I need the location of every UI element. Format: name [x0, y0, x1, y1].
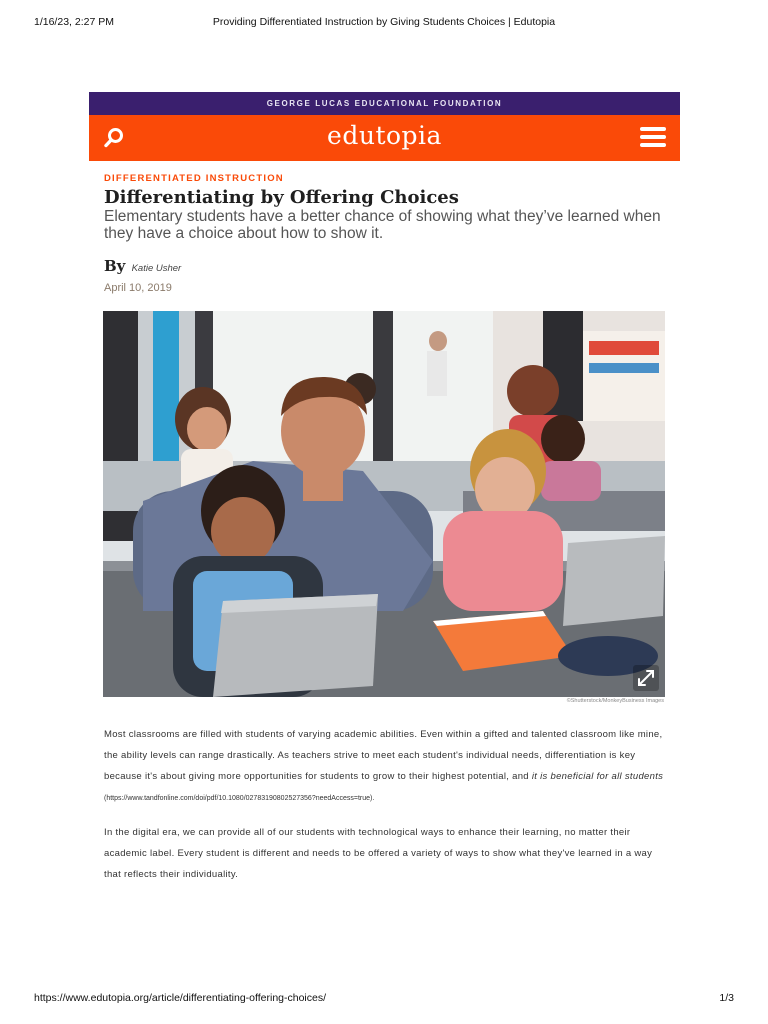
publish-date: April 10, 2019 [104, 282, 172, 294]
research-link[interactable]: it is beneficial for all students [531, 771, 664, 782]
edutopia-logo[interactable]: edutopia [327, 121, 442, 150]
print-url: https://www.edutopia.org/article/differentiating-offering-choices/ [34, 992, 327, 1004]
hero-image [103, 311, 665, 697]
hamburger-menu-icon[interactable] [640, 127, 666, 149]
paragraph-text: Most classrooms are filled with students of varying academic abilities. Even within a gifted and talented classroom like mine, the ability levels can range drastically. As teachers strive to meet each student's individual needs, differentiation is key because it's about giving more opportunities for students to grow to their highest potential, and [104, 729, 663, 782]
author-name[interactable]: Katie Usher [131, 263, 182, 274]
article-title: Differentiating by Offering Choices [104, 187, 459, 208]
site-nav [89, 115, 680, 161]
expand-icon[interactable] [633, 665, 659, 691]
article-category[interactable]: DIFFERENTIATED INSTRUCTION [104, 173, 284, 184]
foundation-bar[interactable]: GEORGE LUCAS EDUCATIONAL FOUNDATION [89, 92, 680, 115]
article-subtitle: Elementary students have a better chance of showing what they’ve learned when they have a choice about how to show it. [104, 208, 661, 242]
image-credit: ©Shutterstock/MonkeyBusiness Images [566, 698, 664, 704]
print-page-number: 1/3 [719, 992, 734, 1004]
research-url: (https://www.tandfonline.com/doi/pdf/10.1080/02783190802527356?needAccess=true). [104, 795, 375, 802]
article-paragraph [104, 724, 664, 809]
print-page-title: Providing Differentiated Instruction by Giving Students Choices | Edutopia [212, 16, 556, 28]
byline [104, 257, 181, 275]
byline-prefix: By [104, 257, 126, 275]
print-datetime: 1/16/23, 2:27 PM [34, 16, 114, 28]
print-header [0, 16, 768, 32]
article-paragraph: In the digital era, we can provide all of our students with technological ways to enhance their learning, no matter their academic label. Every student is different and needs to be offered a variety of ways to show what they've learned in a way that reflects their individuality. [104, 827, 653, 880]
